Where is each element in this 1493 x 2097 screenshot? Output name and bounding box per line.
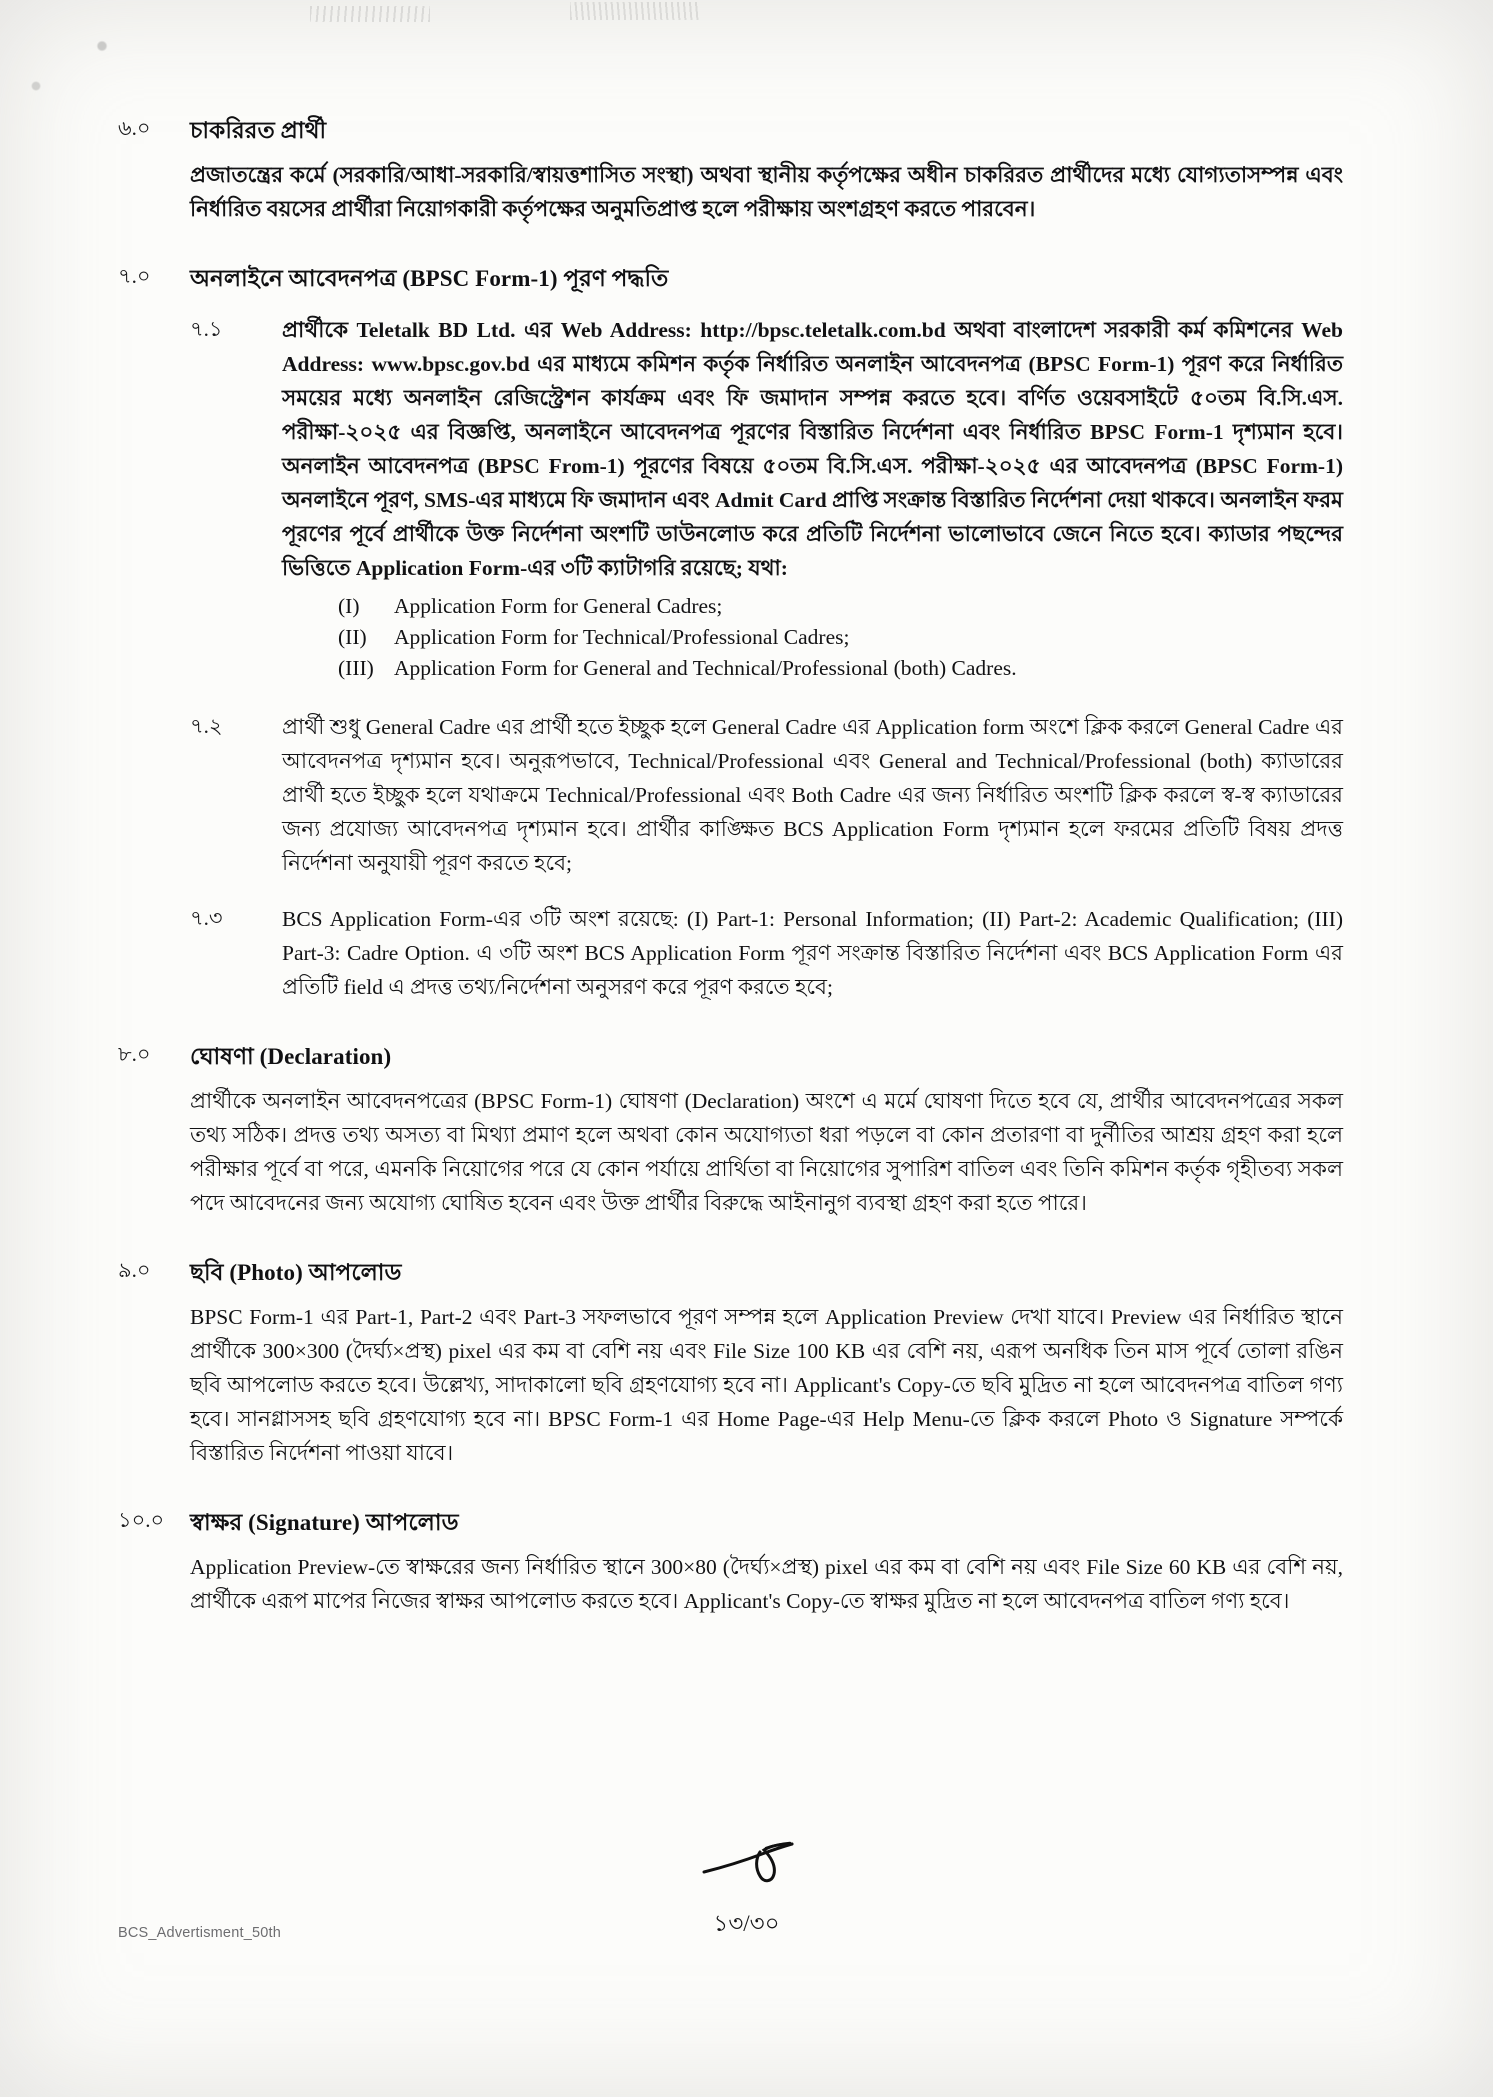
section-10 [118, 1504, 1343, 1618]
page-number: ১৩/৩০ [713, 1911, 780, 1936]
subclause-7-3 [190, 902, 1343, 1004]
list-item-numeral: (I) [338, 594, 360, 618]
subclause-7-1 [190, 313, 1343, 684]
section-10-number: ১০.০ [118, 1508, 165, 1532]
list-item [282, 591, 1343, 622]
list-item-label: Application Form for General Cadres; [394, 594, 723, 618]
section-9-title: ছবি (Photo) আপলোড [190, 1260, 402, 1285]
section-6-title: চাকরিরত প্রার্থী [190, 118, 327, 143]
section-9-number: ৯.০ [118, 1258, 151, 1282]
section-9 [118, 1254, 1343, 1470]
list-item-numeral: (III) [338, 656, 374, 680]
section-6-number: ৬.০ [118, 116, 151, 140]
section-8 [118, 1038, 1343, 1220]
subclause-7-2-number: ৭.২ [190, 714, 223, 738]
subclause-7-1-number: ৭.১ [190, 317, 223, 341]
document-footer-tag: BCS_Advertisment_50th [118, 1925, 281, 1941]
section-6-paragraph: প্রজাতন্ত্রের কর্মে (সরকারি/আধা-সরকারি/স্বায়ত্তশাসিত সংস্থা) অথবা স্থানীয় কর্তৃপক্ষের অধীন চাকরিরত প্রার্থীদের মধ্যে যোগ্যতাসম্পন্ন এবং নির্ধারিত বয়সের প্রার্থীরা নিয়োগকারী কর্তৃপক্ষের অনুমতিপ্রাপ্ত হলে পরীক্ষায় অংশগ্রহণ করতে পারবেন। [190, 163, 1343, 221]
list-item [282, 653, 1343, 684]
list-item [282, 622, 1343, 653]
section-7-number: ৭.০ [118, 264, 151, 288]
section-10-paragraph: Application Preview-তে স্বাক্ষরের জন্য নির্ধারিত স্থানে 300×80 (দৈর্ঘ্য×প্রস্থ) pixel এর কম বা বেশি নয় এবং File Size 60 KB এর বেশি নয়, প্রার্থীকে এরূপ মাপের নিজের স্বাক্ষর আপলোড করতে হবে। Applicant's Copy-তে স্বাক্ষর মুদ্রিত না হলে আবেদনপত্র বাতিল গণ্য হবে। [190, 1555, 1343, 1613]
cadre-category-list [282, 591, 1343, 684]
list-item-label: Application Form for General and Technical/Professional (both) Cadres. [394, 656, 1017, 680]
section-7 [118, 260, 1343, 1004]
handwritten-signature-icon [700, 1838, 820, 1894]
subclause-7-2-text: প্রার্থী শুধু General Cadre এর প্রার্থী হতে ইচ্ছুক হলে General Cadre এর Application form অংশে ক্লিক করলে General Cadre এর আবেদনপত্র দৃশ্যমান হবে। অনুরূপভাবে, Technical/Professional এবং General and Technical/Professional (both) ক্যাডারের প্রার্থী হতে ইচ্ছুক হলে যথাক্রমে Technical/Professional এবং Both Cadre এর জন্য নির্ধারিত অংশটি ক্লিক করলে স্ব-স্ব ক্যাডারের জন্য প্রযোজ্য আবেদনপত্র দৃশ্যমান হবে। প্রার্থীর কাঙ্ক্ষিত BCS Application Form দৃশ্যমান হলে ফরমের প্রতিটি বিষয় প্রদত্ত নির্দেশনা অনুযায়ী পূরণ করতে হবে; [282, 715, 1343, 875]
section-8-number: ৮.০ [118, 1042, 151, 1066]
list-item-numeral: (II) [338, 625, 367, 649]
subclause-7-1-text: প্রার্থীকে Teletalk BD Ltd. এর Web Address: http://bpsc.teletalk.com.bd অথবা বাংলাদেশ সরকারী কর্ম কমিশনের Web Address: www.bpsc.gov.bd এর মাধ্যমে কমিশন কর্তৃক নির্ধারিত অনলাইন আবেদনপত্র (BPSC Form-1) পূরণ করে নির্ধারিত সময়ের মধ্যে অনলাইন রেজিস্ট্রেশন কার্যক্রম এবং ফি জমাদান সম্পন্ন করতে হবে। বর্ণিত ওয়েবসাইটে ৫০তম বি.সি.এস. পরীক্ষা-২০২৫ এর বিজ্ঞপ্তি, অনলাইনে আবেদনপত্র পূরণের বিস্তারিত নির্দেশনা এবং নির্ধারিত BPSC Form-1 দৃশ্যমান হবে। অনলাইন আবেদনপত্র (BPSC From-1) পূরণের বিষয়ে ৫০তম বি.সি.এস. পরীক্ষা-২০২৫ এর আবেদনপত্র (BPSC Form-1) অনলাইনে পূরণ, SMS-এর মাধ্যমে ফি জমাদান এবং Admit Card প্রাপ্তি সংক্রান্ত বিস্তারিত নির্দেশনা দেয়া থাকবে। অনলাইন ফরম পূরণের পূর্বে প্রার্থীকে উক্ত নির্দেশনা অংশটি ডাউনলোড করে প্রতিটি নির্দেশনা ভালোভাবে জেনে নিতে হবে। ক্যাডার পছন্দের ভিত্তিতে Application Form-এর ৩টি ক্যাটাগরি রয়েছে; যথা: [282, 318, 1343, 580]
subclause-7-2 [190, 710, 1343, 880]
section-6 [118, 112, 1343, 226]
subclause-7-3-text: BCS Application Form-এর ৩টি অংশ রয়েছে: (I) Part-1: Personal Information; (II) Part-2: Academic Qualification; (III) Part-3: Cadre Option. এ ৩টি অংশ BCS Application Form পূরণ সংক্রান্ত বিস্তারিত নির্দেশনা এবং BCS Application Form এর প্রতিটি field এ প্রদত্ত তথ্য/নির্দেশনা অনুসরণ করে পূরণ করতে হবে; [282, 907, 1343, 999]
section-7-title: অনলাইনে আবেদনপত্র (BPSC Form-1) পূরণ পদ্ধতি [190, 266, 669, 291]
section-10-title: স্বাক্ষর (Signature) আপলোড [190, 1510, 459, 1535]
section-8-paragraph: প্রার্থীকে অনলাইন আবেদনপত্রের (BPSC Form-1) ঘোষণা (Declaration) অংশে এ মর্মে ঘোষণা দিতে হবে যে, প্রার্থীর আবেদনপত্রের সকল তথ্য সঠিক। প্রদত্ত তথ্য অসত্য বা মিথ্যা প্রমাণ হলে অথবা কোন অযোগ্যতা ধরা পড়লে বা কোন প্রতারণা বা দুর্নীতির আশ্রয় গ্রহণ করা হলে পরীক্ষার পূর্বে বা পরে, এমনকি নিয়োগের পরে যে কোন পর্যায়ে প্রার্থিতা বা নিয়োগের সুপারিশ বাতিল এবং তিনি কমিশন কর্তৃক গৃহীতব্য সকল পদে আবেদনের জন্য অযোগ্য ঘোষিত হবেন এবং উক্ত প্রার্থীর বিরুদ্ধে আইনানুগ ব্যবস্থা গ্রহণ করা হতে পারে। [190, 1089, 1343, 1215]
subclause-7-3-number: ৭.৩ [190, 906, 223, 930]
section-8-title: ঘোষণা (Declaration) [190, 1044, 392, 1069]
section-9-paragraph: BPSC Form-1 এর Part-1, Part-2 এবং Part-3 সফলভাবে পূরণ সম্পন্ন হলে Application Preview দেখা যাবে। Preview এর নির্ধারিত স্থানে প্রার্থীকে 300×300 (দৈর্ঘ্য×প্রস্থ) pixel এর কম বা বেশি নয় এবং File Size 100 KB এর বেশি নয়, এরূপ অনধিক তিন মাস পূর্বে তোলা রঙিন ছবি আপলোড করতে হবে। উল্লেখ্য, সাদাকালো ছবি গ্রহণযোগ্য হবে না। Applicant's Copy-তে ছবি মুদ্রিত না হলে আবেদনপত্র বাতিল গণ্য হবে। সানগ্লাসসহ ছবি গ্রহণযোগ্য হবে না। BPSC Form-1 এর Home Page-এর Help Menu-তে ক্লিক করলে Photo ও Signature সম্পর্কে বিস্তারিত নির্দেশনা পাওয়া যাবে। [190, 1305, 1343, 1465]
list-item-label: Application Form for Technical/Professional Cadres; [394, 625, 850, 649]
